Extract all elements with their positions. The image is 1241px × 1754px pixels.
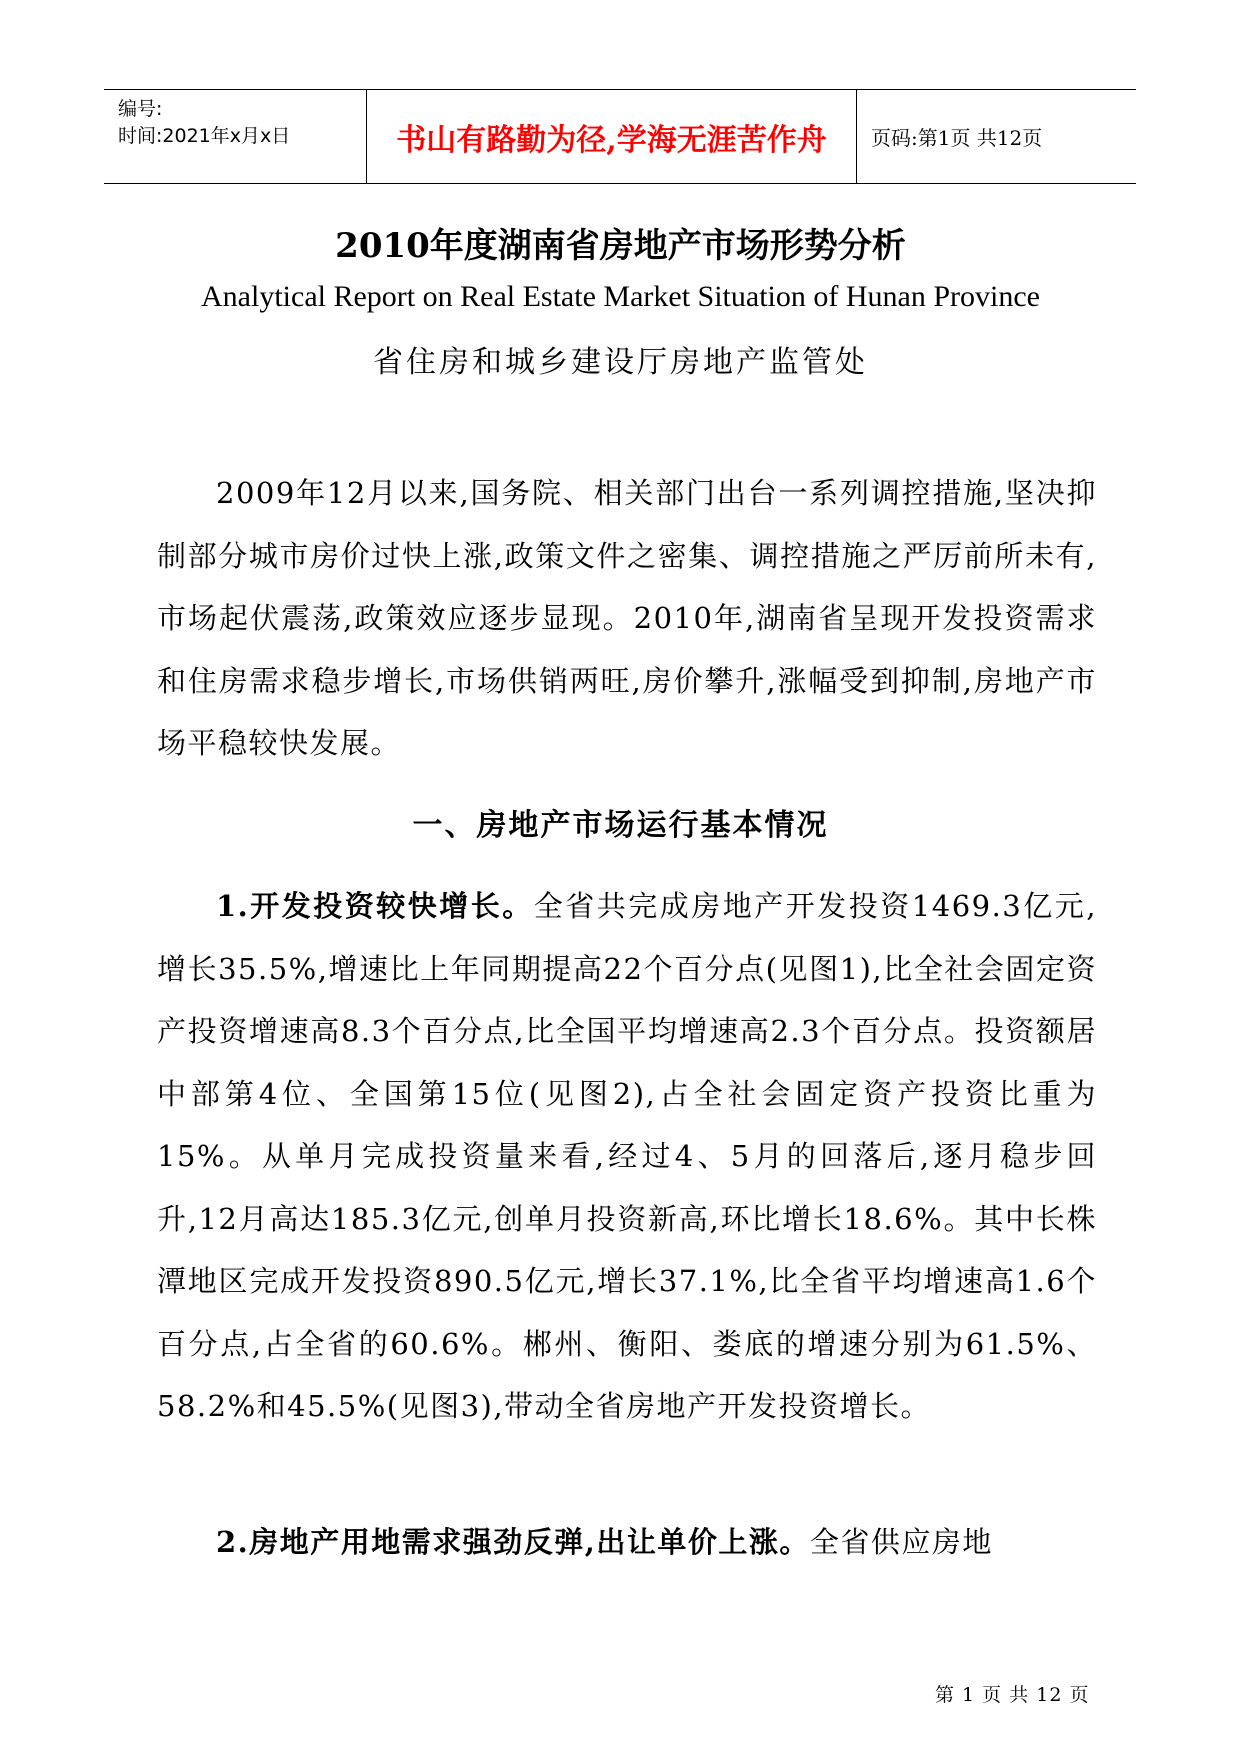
paragraph-item-1 <box>157 875 1097 1438</box>
header-meta-cell <box>104 90 367 183</box>
header-motto: 书山有路勤为径,学海无涯苦作舟 <box>367 90 857 183</box>
section-heading-1: 一、房地产市场运行基本情况 <box>412 808 829 843</box>
page-footer: 第 1 页 共 12 页 <box>935 1684 1090 1706</box>
subtitle-english: Analytical Report on Real Estate Market Situation of Hunan Province <box>201 280 1040 313</box>
paragraph-item-2 <box>157 1511 1097 1574</box>
item-1-text: 全省共完成房地产开发投资1469.3亿元,增长35.5%,增速比上年同期提高22个百分点(见图1),比全社会固定资产投资增速高8.3个百分点,比全国平均增速高2.3个百分点。投资额居中部第4位、全国第15位(见图2),占全社会固定资产投资比重为15%。从单月完成投资量来看,经过4、5月的回落后,逐月稳步回升,12月高达185.3亿元,创单月投资新高,环比增长18.6%。其中长株潭地区完成开发投资890.5亿元,增长37.1%,比全省平均增速高1.6个百分点,占全省的60.6%。郴州、衡阳、娄底的增速分别为61.5%、58.2%和45.5%(见图3),带动全省房地产开发投资增长。 <box>157 889 1097 1423</box>
document-header <box>104 89 1136 184</box>
item-2-text: 全省供应房地 <box>809 1525 993 1559</box>
page-title: 2010年度湖南省房地产市场形势分析 <box>335 226 906 266</box>
issuing-department: 省住房和城乡建设厅房地产监管处 <box>373 345 868 380</box>
header-time-label: 时间:2021年x月x日 <box>118 125 291 147</box>
header-page-info: 页码:第1页 共12页 <box>871 126 1043 150</box>
header-number-label: 编号: <box>118 98 163 120</box>
intro-paragraph: 2009年12月以来,国务院、相关部门出台一系列调控措施,坚决抑制部分城市房价过快上涨,政策文件之密集、调控措施之严厉前所未有,市场起伏震荡,政策效应逐步显现。2010年,湖南省呈现开发投资需求和住房需求稳步增长,市场供销两旺,房价攀升,涨幅受到抑制,房地产市场平稳较快发展。 <box>157 476 1097 760</box>
item-2-lead: 2.房地产用地需求强劲反弹,出让单价上涨。 <box>216 1525 810 1559</box>
item-1-lead: 1.开发投资较快增长。 <box>216 889 534 923</box>
